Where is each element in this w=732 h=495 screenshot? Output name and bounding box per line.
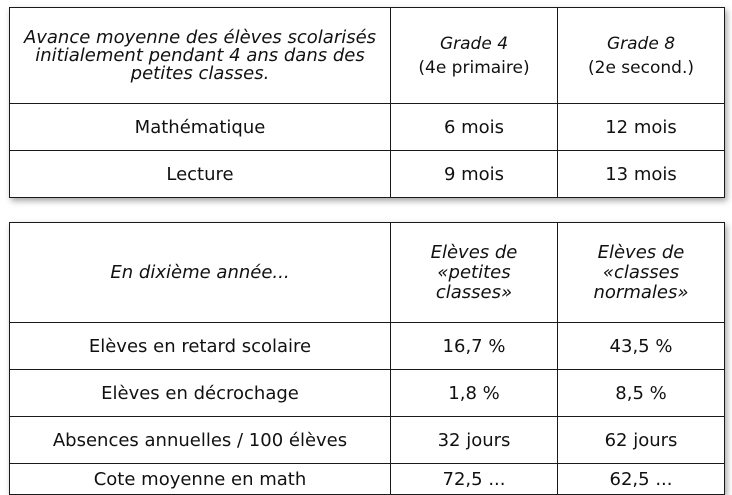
column-header-grade8-subtitle: (2e second.) — [588, 57, 694, 78]
row-label: Lecture — [10, 151, 391, 198]
table-class-size-progress — [9, 7, 725, 198]
table-row — [10, 104, 725, 151]
column-header-normal-classes: Elèves de «classes normales» — [558, 223, 725, 323]
table-row — [10, 417, 725, 464]
row-label: Cote moyenne en math — [10, 464, 391, 495]
cell-value: 62 jours — [558, 417, 725, 464]
column-header-grade4-title: Grade 4 — [439, 33, 509, 54]
table-description: Avance moyenne des élèves scolarisés initialement pendant 4 ans dans des petites classes. — [10, 8, 391, 104]
table-row — [10, 151, 725, 198]
cell-value: 6 mois — [391, 104, 558, 151]
column-header-grade4-subtitle: (4e primaire) — [418, 57, 530, 78]
cell-value: 62,5 ... — [558, 464, 725, 495]
column-header-grade8-title: Grade 8 — [606, 33, 676, 54]
cell-value: 16,7 % — [391, 323, 558, 370]
cell-value: 8,5 % — [558, 370, 725, 417]
column-header-grade8 — [558, 8, 725, 104]
cell-value: 43,5 % — [558, 323, 725, 370]
column-header-small-classes: Elèves de «petites classes» — [391, 223, 558, 323]
cell-value: 12 mois — [558, 104, 725, 151]
cell-value: 72,5 ... — [391, 464, 558, 495]
cell-value: 9 mois — [391, 151, 558, 198]
table-tenth-grade-outcomes — [9, 222, 725, 495]
cell-value: 32 jours — [391, 417, 558, 464]
column-header-grade4 — [391, 8, 558, 104]
table-description: En dixième année... — [10, 223, 391, 323]
row-label: Absences annuelles / 100 élèves — [10, 417, 391, 464]
table-row — [10, 370, 725, 417]
cell-value: 13 mois — [558, 151, 725, 198]
row-label: Elèves en retard scolaire — [10, 323, 391, 370]
table-header-row — [10, 8, 725, 104]
row-label: Mathématique — [10, 104, 391, 151]
row-label: Elèves en décrochage — [10, 370, 391, 417]
cell-value: 1,8 % — [391, 370, 558, 417]
table-header-row — [10, 223, 725, 323]
table-row — [10, 464, 725, 495]
table-row — [10, 323, 725, 370]
